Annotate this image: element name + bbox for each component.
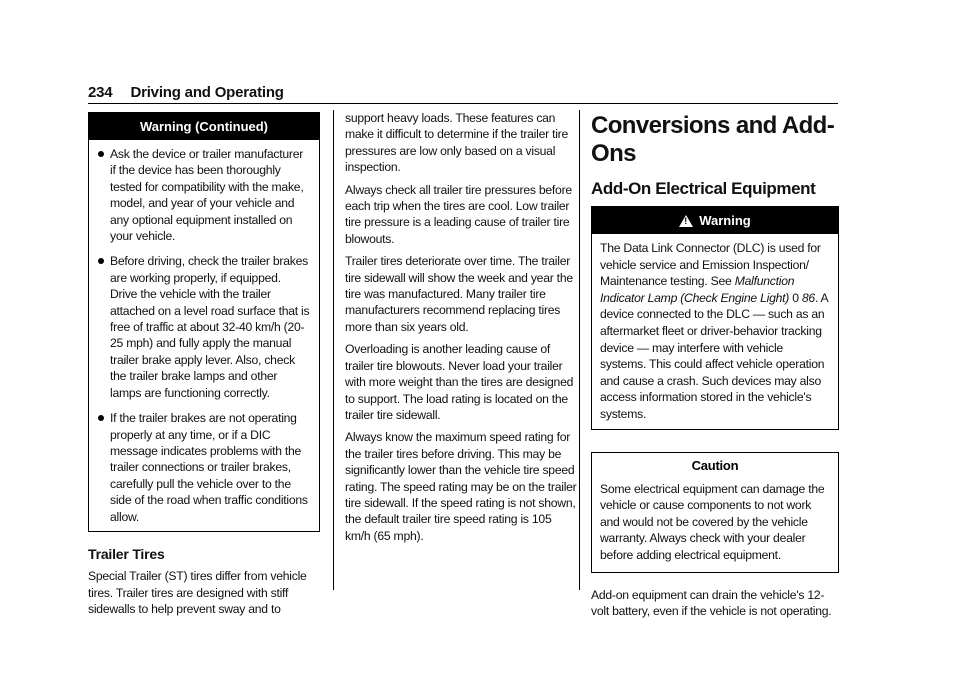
list-item [97, 146, 311, 244]
section-title: Driving and Operating [130, 84, 284, 101]
closing-paragraph: Add-on equipment can drain the vehicle's 12-volt battery, even if the vehicle is not operating. [591, 587, 832, 618]
column-1 [88, 112, 320, 624]
conversions-heading: Conversions and Add-Ons [591, 112, 835, 167]
list-item [97, 410, 311, 525]
warning-bullet-list [97, 146, 311, 525]
paragraph: Overloading is another leading cause of trailer tire blowouts. Never load your trailer with more weight than the tires are designed to support. The load rating is located on the trailer tire sidewall. [345, 342, 574, 422]
warning-triangle-icon [679, 215, 693, 227]
trailer-tires-heading: Trailer Tires [88, 545, 165, 562]
trailer-tires-intro: Special Trailer (ST) tires differ from vehicle tires. Trailer tires are designed with stiff sidewalls to help prevent sway and to [88, 569, 307, 617]
add-on-electrical-heading: Add-On Electrical Equipment [591, 179, 816, 198]
column-divider-2 [579, 110, 580, 590]
bullet-text: Before driving, check the trailer brakes are working properly, if equipped. Drive the vehicle with the trailer attached on a level road surface that is free of traffic at about 32-40 km/h (20-25 mph) and fully apply the manual trailer brake apply lever. Also, check the trailer brake lamps and other lamps are functioning correctly. [110, 254, 310, 400]
warning-box [591, 206, 839, 430]
mil-reference-link[interactable]: Malfunction Indicator Lamp (Check Engine Light) [600, 274, 795, 305]
warning-continued-title: Warning (Continued) [89, 113, 319, 140]
bullet-text: If the trailer brakes are not operating properly at any time, or if a DIC message indicates problems with the trailer connections or trailer brakes, carefully pull the vehicle over to the side of the road when traffic conditions allow. [110, 411, 308, 524]
column-3 [591, 112, 839, 625]
warning-text-1: The Data Link Connector (DLC) is used for vehicle service and Emission Inspection/ Maintenance testing. See [600, 241, 821, 289]
warning-continued-body [89, 140, 319, 531]
column-2 [345, 110, 577, 550]
page-ref-symbol: 0 [792, 290, 799, 305]
caution-box [591, 452, 839, 573]
list-item [97, 253, 311, 401]
warning-body [592, 234, 838, 429]
paragraph: Always know the maximum speed rating for the trailer tires before driving. This may be significantly lower than the vehicle tire speed rating. The speed rating may be on the trailer tire sidewall. If the speed rating is not shown, the default trailer tire speed rating is 105 km/h (65 mph). [345, 430, 577, 543]
warning-continued-box [88, 112, 320, 532]
bullet-text: Ask the device or trailer manufacturer if the device has been thoroughly tested for compatibility with the make, model, and year of your vehicle and any optional equipment installed on your vehicle. [110, 147, 304, 244]
warning-text-2: . A device connected to the DLC — such as an aftermarket fleet or driver-behavior tracking device — may interfere with vehicle systems. This could affect vehicle operation and cause a crash. Such devices may also access information stored in the vehicle's systems. [600, 290, 828, 421]
paragraph: support heavy loads. These features can make it difficult to determine if the trailer tire pressures are low only based on a visual inspection. [345, 111, 568, 175]
caution-title: Caution [592, 453, 838, 477]
page-header [88, 84, 284, 104]
header-rule [88, 103, 838, 104]
warning-header [592, 207, 838, 234]
bullet-icon [98, 151, 104, 157]
page-number: 234 [88, 84, 113, 101]
column-divider-1 [333, 110, 334, 590]
warning-title: Warning [699, 213, 751, 228]
paragraph: Always check all trailer tire pressures before each trip when the tires are cool. Low trailer tire pressure is a leading cause of trailer tire blowouts. [345, 182, 572, 246]
caution-text: Some electrical equipment can damage the vehicle or cause components to not work and would not be covered by the vehicle warranty. Always check with your dealer before adding electrical equipment. [600, 481, 825, 562]
bullet-icon [98, 258, 104, 264]
bullet-icon [98, 415, 104, 421]
page-ref-number[interactable]: 86 [801, 290, 815, 305]
paragraph: Trailer tires deteriorate over time. The trailer tire sidewall will show the week and year the tire was manufactured. Many trailer tire manufacturers recommend replacing tires more than six years old. [345, 254, 573, 334]
